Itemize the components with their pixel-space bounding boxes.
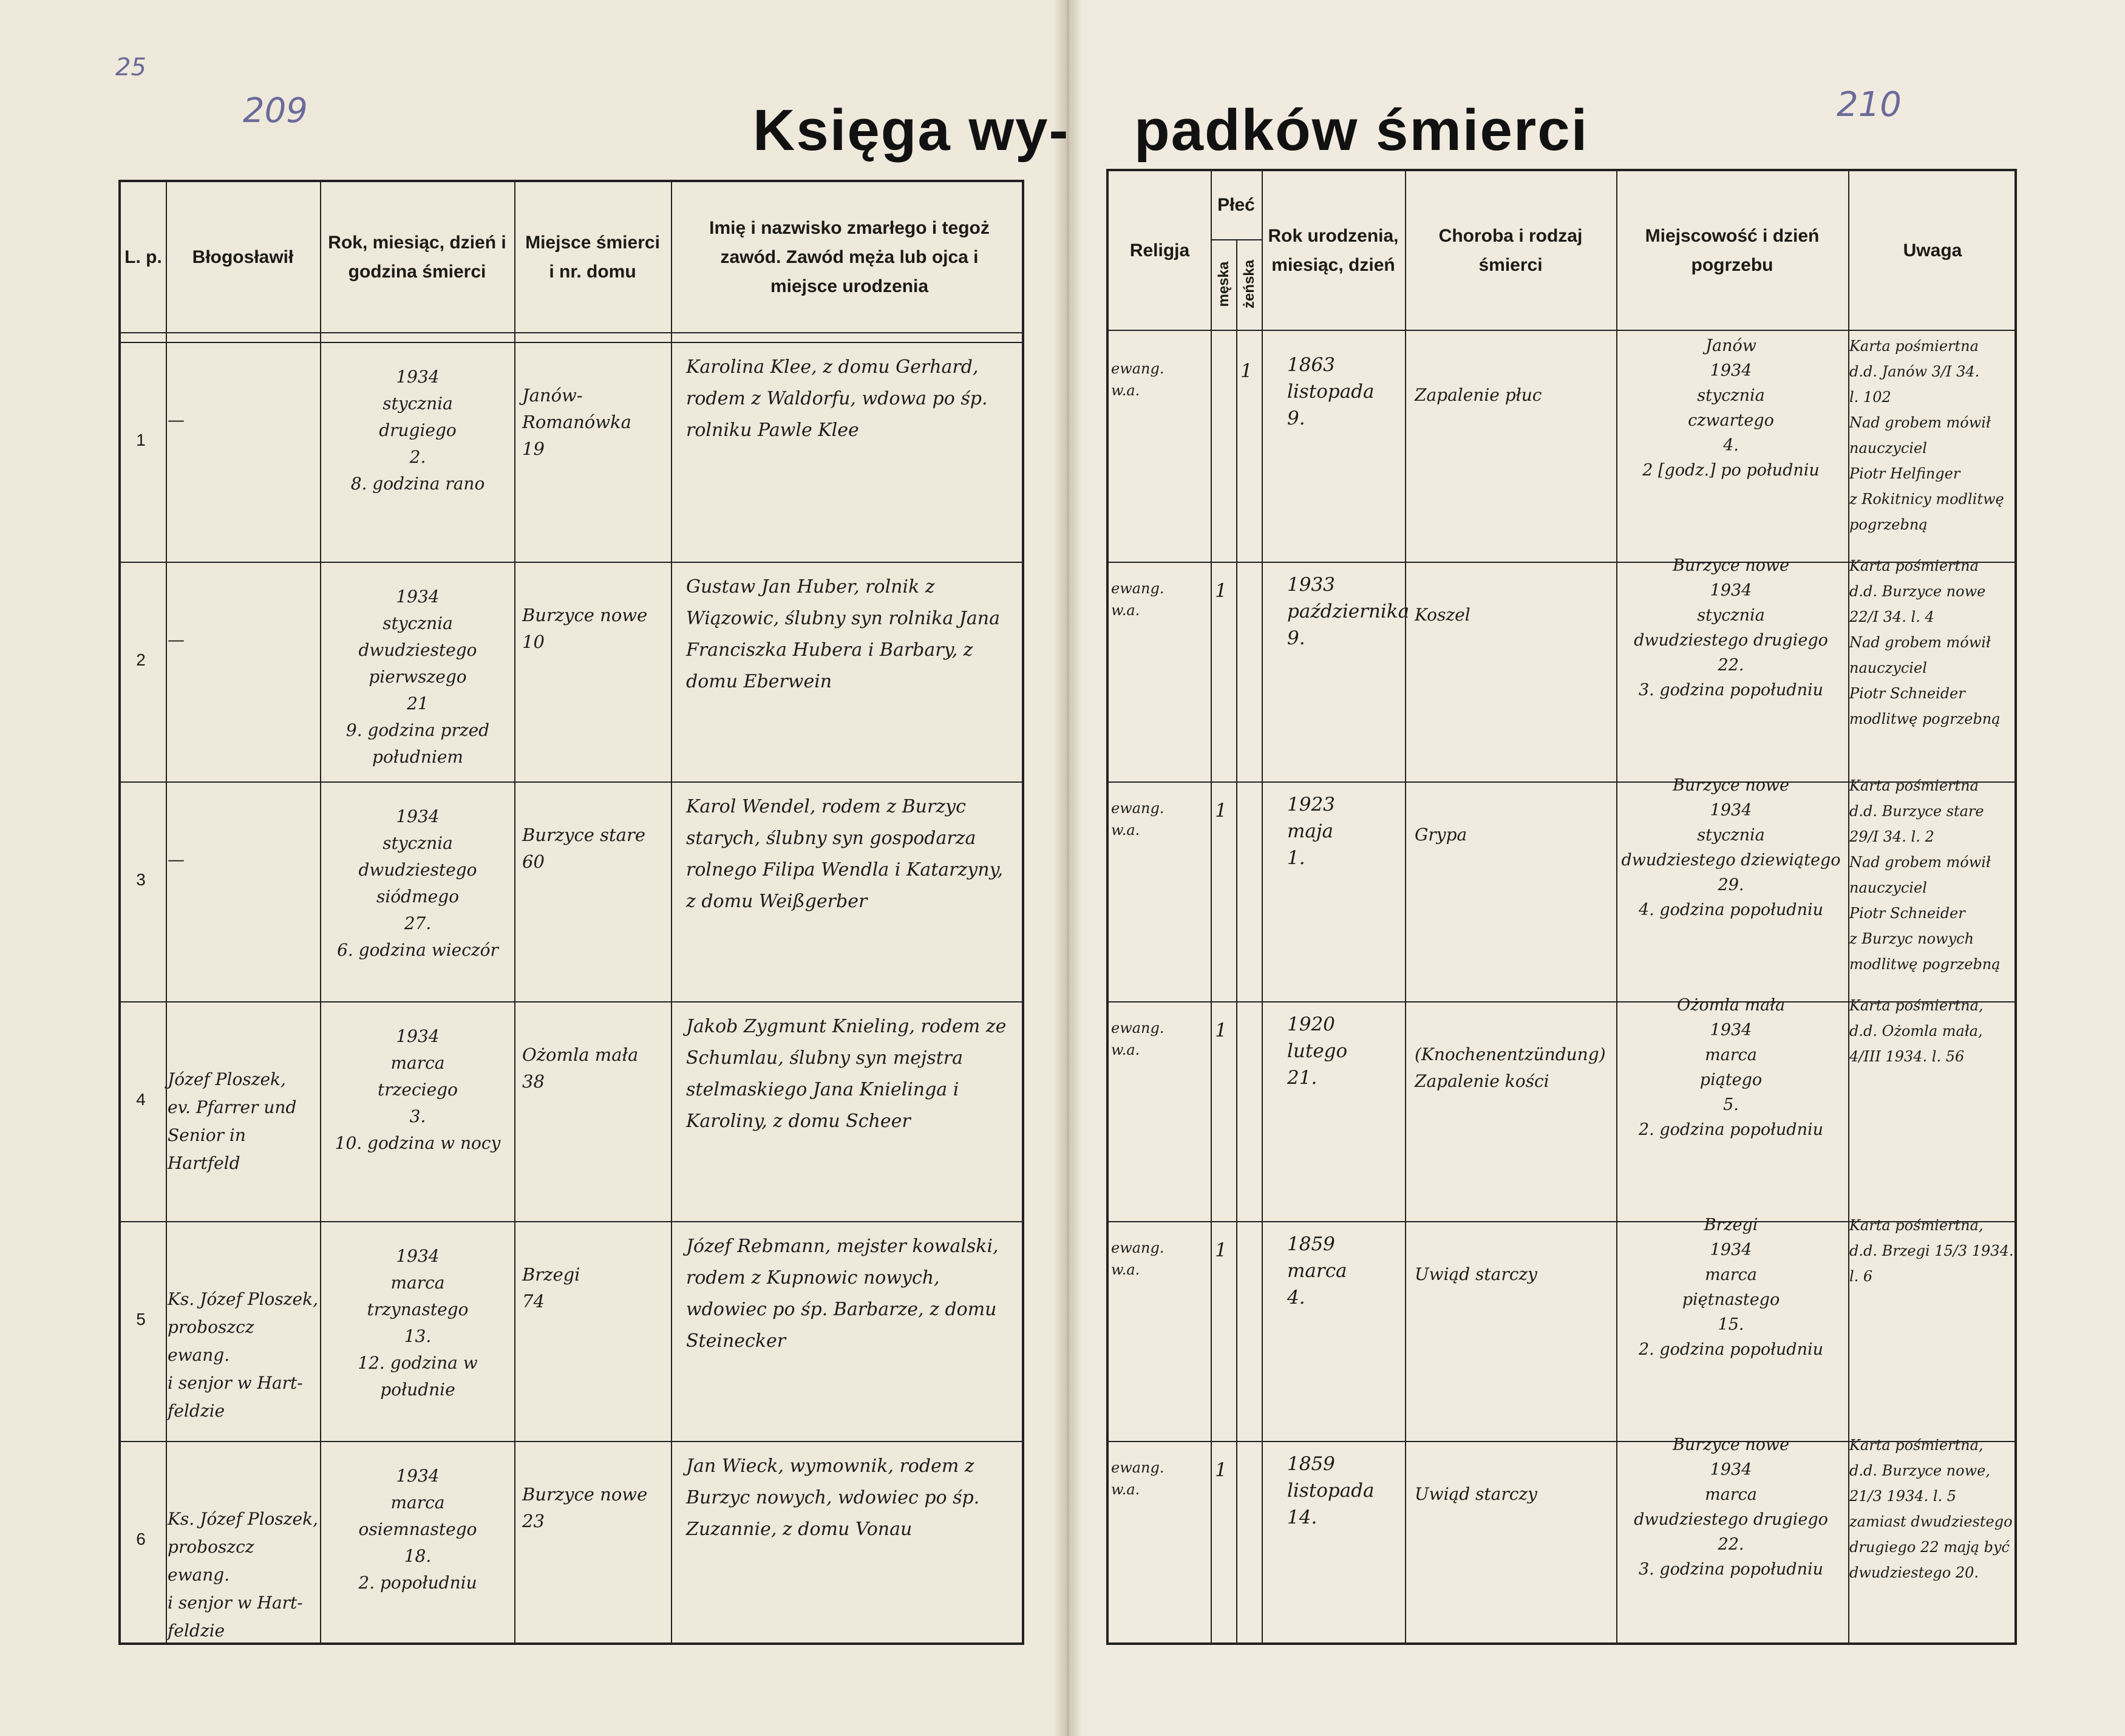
blessed-by: Ks. Józef Ploszek, proboszcz ewang. i senjor w Hart- feldzie bbox=[168, 1509, 318, 1641]
birth-date: 1933 października 9. bbox=[1287, 574, 1410, 649]
religion: ewang. w.a. bbox=[1111, 1019, 1164, 1058]
burial: Janów 1934 stycznia czwartego 4. 2 [godz.] po południu bbox=[1642, 336, 1820, 480]
remarks: Karta pośmiertna, d.d. Brzegi 15/3 1934. l. 6 bbox=[1849, 1217, 2014, 1285]
remarks: Karta pośmiertna d.d. Janów 3/I 34. l. 102 Nad grobem mówił nauczyciel Piotr Helfinger z Rokitnicy modlitwę pogrzebną bbox=[1849, 338, 2004, 533]
deceased-name: Gustaw Jan Huber, rolnik z Wiązowic, ślubny syn rolnika Jana Franciszka Hubera i Barbary, z domu Eberwein bbox=[686, 576, 1000, 692]
blessed-by: — bbox=[168, 630, 185, 650]
burial: Ożomla mała 1934 marca piątego 5. 2. godzina popołudniu bbox=[1638, 996, 1823, 1139]
blessed-by: — bbox=[168, 410, 185, 430]
death-date: 1934 stycznia drugiego 2. 8. godzina rano bbox=[350, 367, 485, 494]
sex-male: 1 bbox=[1215, 1239, 1227, 1261]
death-place: Brzegi 74 bbox=[522, 1264, 580, 1312]
death-place: Burzyce stare 60 bbox=[522, 825, 645, 872]
death-date: 1934 marca trzynastego 13. 12. godzina w południe bbox=[358, 1246, 478, 1400]
remarks: Karta pośmiertna, d.d. Burzyce nowe, 21/3 1934. l. 5 zamiast dwudziestego drugiego 22 mają być dwudziestego 20. bbox=[1849, 1437, 2013, 1581]
header-remarks: Uwaga bbox=[1903, 240, 1962, 260]
cause-of-death: Uwiąd starczy bbox=[1415, 1484, 1537, 1504]
death-date: 1934 marca osiemnastego 18. 2. popołudniu bbox=[358, 1466, 477, 1593]
death-place: Janów- Romanówka 19 bbox=[522, 385, 631, 459]
sex-male: 1 bbox=[1215, 800, 1227, 822]
header-name: Imię i nazwisko zmarłego i tegoż zawód. Zawód męża lub ojca i miejsce urodzenia bbox=[709, 217, 990, 296]
death-place: Ożomla mała 38 bbox=[522, 1044, 639, 1092]
header-cause: Choroba i rodzaj śmierci bbox=[1438, 225, 1583, 275]
row-number: 3 bbox=[136, 870, 146, 889]
row-number: 4 bbox=[136, 1090, 146, 1109]
row-number: 2 bbox=[136, 650, 146, 669]
cause-of-death: (Knochenentzündung) Zapalenie kości bbox=[1415, 1044, 1606, 1091]
book-gutter bbox=[1053, 0, 1083, 1736]
header-burial: Miejscowość i dzień pogrzebu bbox=[1645, 225, 1820, 275]
blessed-by: Ks. Józef Ploszek, proboszcz ewang. i senjor w Hart- feldzie bbox=[168, 1289, 318, 1421]
deceased-name: Józef Rebmann, mejster kowalski, rodem z Kupnowic nowych, wdowiec po śp. Barbarze, z domu Steinecker bbox=[686, 1236, 999, 1352]
header-death-date: Rok, miesiąc, dzień i godzina śmierci bbox=[328, 232, 506, 282]
burial: Burzyce nowe 1934 stycznia dwudziestego drugiego 22. 3. godzina popołudniu bbox=[1634, 556, 1828, 700]
right-page-number: 210 bbox=[1837, 85, 1902, 124]
row-number: 1 bbox=[136, 431, 146, 449]
left-margin-mark: 25 bbox=[115, 53, 146, 81]
header-blogoslawil: Błogosławił bbox=[192, 247, 294, 267]
remarks: Karta pośmiertna d.d. Burzyce nowe 22/I 34. l. 4 Nad grobem mówił nauczyciel Piotr Schneider modlitwę pogrzebną bbox=[1849, 557, 2001, 727]
death-place: Burzyce nowe 10 bbox=[522, 605, 648, 652]
religion: ewang. w.a. bbox=[1111, 800, 1164, 839]
row-number: 5 bbox=[136, 1310, 146, 1329]
cause-of-death: Koszel bbox=[1415, 605, 1470, 625]
religion: ewang. w.a. bbox=[1111, 580, 1164, 619]
burial: Brzegi 1934 marca piętnastego 15. 2. godzina popołudniu bbox=[1638, 1216, 1823, 1359]
cause-of-death: Grypa bbox=[1415, 825, 1467, 845]
title-right: padków śmierci bbox=[1134, 98, 1589, 163]
birth-date: 1920 lutego 21. bbox=[1287, 1013, 1348, 1089]
sex-female: 1 bbox=[1240, 360, 1253, 382]
deceased-name: Jan Wieck, wymownik, rodem z Burzyc nowych, wdowiec po śp. Zuzannie, z domu Vonau bbox=[686, 1455, 980, 1540]
religion: ewang. w.a. bbox=[1111, 1239, 1164, 1278]
sex-male: 1 bbox=[1215, 1459, 1227, 1481]
header-lp: L. p. bbox=[124, 247, 162, 267]
left-page-number: 209 bbox=[243, 91, 308, 131]
cause-of-death: Uwiąd starczy bbox=[1415, 1264, 1537, 1284]
religion: ewang. w.a. bbox=[1111, 360, 1164, 399]
header-sex: Płeć bbox=[1217, 195, 1255, 215]
birth-date: 1859 marca 4. bbox=[1287, 1233, 1347, 1309]
header-birth: Rok urodzenia, miesiąc, dzień bbox=[1268, 225, 1399, 275]
death-date: 1934 marca trzeciego 3. 10. godzina w nocy bbox=[335, 1026, 501, 1153]
death-date: 1934 stycznia dwudziestego siódmego 27. 6. godzina wieczór bbox=[337, 806, 498, 960]
cause-of-death: Zapalenie płuc bbox=[1415, 385, 1542, 405]
birth-date: 1923 maja 1. bbox=[1287, 794, 1335, 869]
blessed-by: Józef Ploszek, ev. Pfarrer und Senior in Hartfeld bbox=[168, 1069, 297, 1173]
header-death-place: Miejsce śmierci i nr. domu bbox=[525, 232, 660, 282]
row-number: 6 bbox=[136, 1530, 146, 1548]
religion: ewang. w.a. bbox=[1111, 1459, 1164, 1498]
deceased-name: Karol Wendel, rodem z Burzyc starych, ślubny syn gospodarza rolnego Filipa Wendla i Katarzyny, z domu Weißgerber bbox=[686, 796, 1004, 912]
death-place: Burzyce nowe 23 bbox=[522, 1484, 648, 1531]
burial: Burzyce nowe 1934 stycznia dwudziestego dziewiątego 29. 4. godzina popołudniu bbox=[1621, 776, 1841, 919]
birth-date: 1863 listopada 9. bbox=[1287, 354, 1375, 429]
birth-date: 1859 listopada 14. bbox=[1287, 1453, 1375, 1528]
burial: Burzyce nowe 1934 marca dwudziestego drugiego 22. 3. godzina popołudniu bbox=[1634, 1435, 1828, 1579]
sex-male: 1 bbox=[1215, 580, 1227, 602]
deceased-name: Karolina Klee, z domu Gerhard, rodem z Waldorfu, wdowa po śp. rolniku Pawle Klee bbox=[686, 356, 988, 441]
death-date: 1934 stycznia dwudziestego pierwszego 21 9. godzina przed południem bbox=[345, 587, 490, 767]
title-left: Księga wy- bbox=[753, 98, 1070, 163]
deceased-name: Jakob Zygmunt Knieling, rodem ze Schumlau, ślubny syn mejstra stelmaskiego Jana Knielinga i Karoliny, z domu Scheer bbox=[686, 1016, 1007, 1132]
header-religion: Religja bbox=[1129, 240, 1190, 260]
header-male: męska bbox=[1216, 261, 1232, 307]
header-female: żeńska bbox=[1241, 259, 1257, 308]
blessed-by: — bbox=[168, 849, 185, 870]
sex-male: 1 bbox=[1215, 1019, 1227, 1041]
remarks: Karta pośmiertna d.d. Burzyce stare 29/I 34. l. 2 Nad grobem mówił nauczyciel Piotr Schneider z Burzyc nowych modlitwę pogrzebną bbox=[1849, 777, 2001, 973]
remarks: Karta pośmiertna, d.d. Ożomla mała, 4/III 1934. l. 56 bbox=[1849, 997, 1984, 1065]
